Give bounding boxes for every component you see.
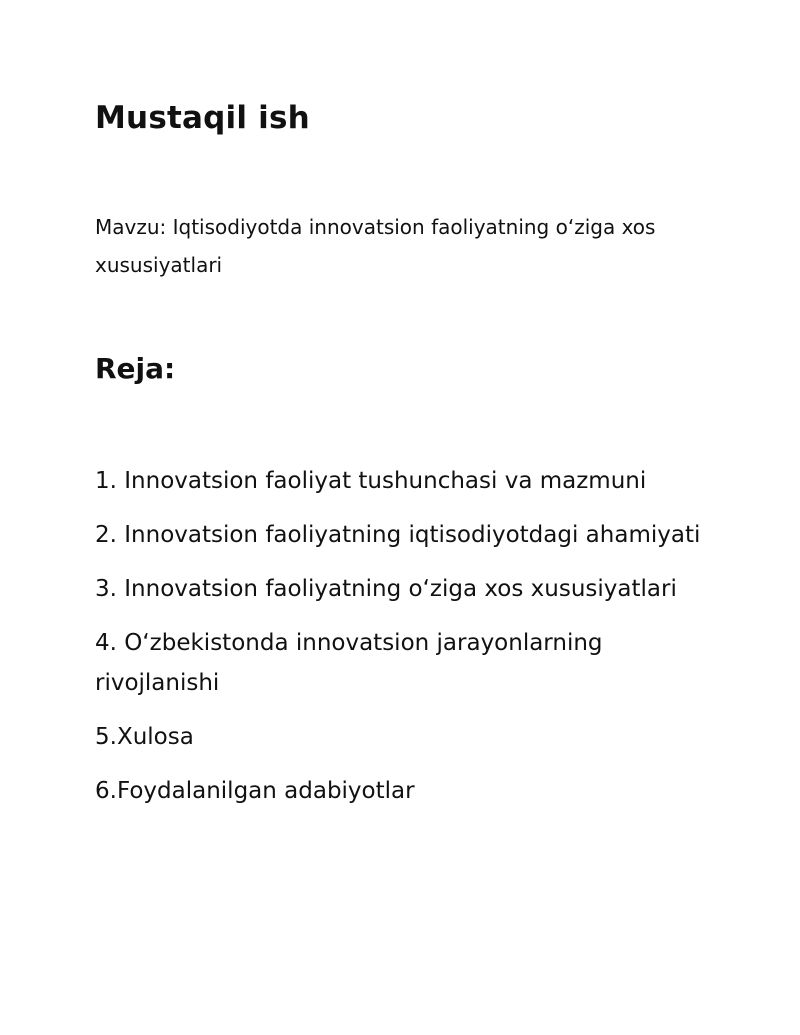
plan-heading: Reja: — [95, 352, 176, 385]
plan-item-4: 4. O‘zbekistonda innovatsion jarayonlarning rivojlanishi — [95, 630, 603, 696]
page-title: Mustaqil ish — [95, 100, 310, 136]
plan-item-5: 5.Xulosa — [95, 724, 194, 750]
plan-item-1: 1. Innovatsion faoliyat tushunchasi va mazmuni — [95, 468, 647, 494]
plan-item-2: 2. Innovatsion faoliyatning iqtisodiyotdagi ahamiyati — [95, 522, 701, 548]
topic-text: Mavzu: Iqtisodiyotda innovatsion faoliyatning o‘ziga xos xususiyatlari — [95, 215, 656, 277]
plan-item-6: 6.Foydalanilgan adabiyotlar — [95, 778, 415, 804]
plan-list — [95, 461, 715, 825]
plan-item-3: 3. Innovatsion faoliyatning o‘ziga xos xususiyatlari — [95, 576, 677, 602]
